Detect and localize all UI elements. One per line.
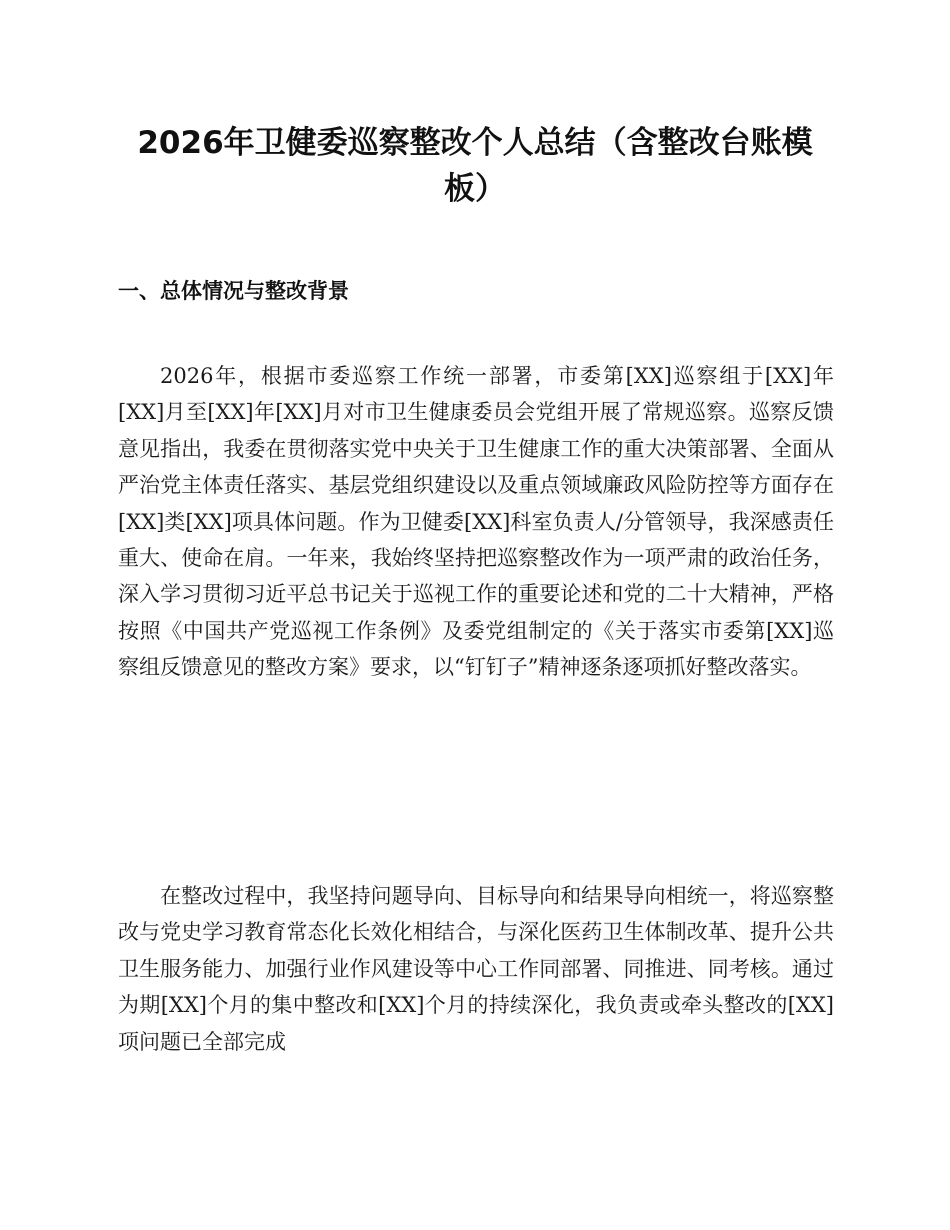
body-paragraph: 2026年，根据市委巡察工作统一部署，市委第[XX]巡察组于[XX]年[XX]月至[XX]年[XX]月对市卫生健康委员会党组开展了常规巡察。巡察反馈意见指出，我委在贯彻落实党中央关于卫生健康工作的重大决策部署、全面从严治党主体责任落实、基层党组织建设以及重点领域廉政风险防控等方面存在[XX]类[XX]项具体问题。作为卫健委[XX]科室负责人/分管领导，我深感责任重大、使命在肩。一年来，我始终坚持把巡察整改作为一项严肃的政治任务，深入学习贯彻习近平总书记关于巡视工作的重要论述和党的二十大精神，严格按照《中国共产党巡视工作条例》及委党组制定的《关于落实市委第[XX]巡察组反馈意见的整改方案》要求，以“钉钉子”精神逐条逐项抓好整改落实。 (118, 364, 834, 680)
section-heading: 一、总体情况与整改背景 (118, 279, 349, 303)
body-paragraph: 在整改过程中，我坚持问题导向、目标导向和结果导向相统一，将巡察整改与党史学习教育常态化长效化相结合，与深化医药卫生体制改革、提升公共卫生服务能力、加强行业作风建设等中心工作同部署、同推进、同考核。通过为期[XX]个月的集中整改和[XX]个月的持续深化，我负责或牵头整改的[XX]项问题已全部完成 (118, 884, 834, 1054)
document-title: 2026年卫健委巡察整改个人总结（含整改台账模板） (137, 125, 813, 207)
